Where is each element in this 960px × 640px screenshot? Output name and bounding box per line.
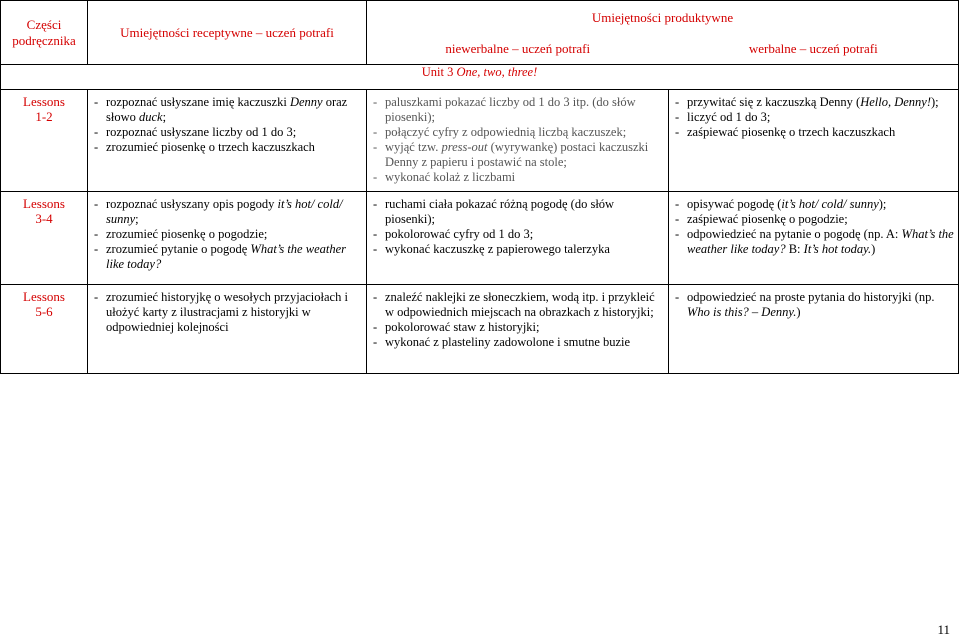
verbal-cell <box>669 285 959 374</box>
list-item: - rozpoznać usłyszane liczby od 1 do 3; <box>94 125 362 140</box>
nonverbal-cell <box>367 90 669 192</box>
nonverbal-cell <box>367 192 669 285</box>
list-item: - opisywać pogodę (it’s hot/ cold/ sunny); <box>675 197 954 212</box>
header-nonverbal: niewerbalne – uczeń potrafi <box>367 35 669 65</box>
list-item: - odpowiedzieć na pytanie o pogodę (np. A: What’s the weather like today? B: It’s hot today.) <box>675 227 954 257</box>
verbal-cell <box>669 192 959 285</box>
list-item: - wykonać z plasteliny zadowolone i smutne buzie <box>373 335 664 350</box>
list-item: - zaśpiewać piosenkę o trzech kaczuszkach <box>675 125 954 140</box>
unit-title: Unit 3 One, two, three! <box>1 65 959 90</box>
nonverbal-cell <box>367 285 669 374</box>
list-item: - zrozumieć piosenkę o trzech kaczuszkach <box>94 140 362 155</box>
receptive-cell <box>88 90 367 192</box>
header-parts: Części podręcznika <box>1 1 88 65</box>
list-item: - zaśpiewać piosenkę o pogodzie; <box>675 212 954 227</box>
header-productive: Umiejętności produktywne <box>367 1 959 35</box>
list-item: - pokolorować cyfry od 1 do 3; <box>373 227 664 242</box>
list-item: - wykonać kolaż z liczbami <box>373 170 664 185</box>
list-item: - zrozumieć piosenkę o pogodzie; <box>94 227 362 242</box>
verbal-cell <box>669 90 959 192</box>
list-item: - odpowiedzieć na proste pytania do historyjki (np. Who is this? – Denny.) <box>675 290 954 320</box>
list-item: - rozpoznać usłyszane imię kaczuszki Denny oraz słowo duck; <box>94 95 362 125</box>
header-receptive: Umiejętności receptywne – uczeń potrafi <box>88 1 367 65</box>
list-item: - wyjąć tzw. press-out (wyrywankę) postaci kaczuszki Denny z papieru i postawić na stole; <box>373 140 664 170</box>
receptive-cell <box>88 192 367 285</box>
list-item: - wykonać kaczuszkę z papierowego talerzyka <box>373 242 664 257</box>
lesson-label: Lessons 5-6 <box>1 285 88 374</box>
list-item: - połączyć cyfry z odpowiednią liczbą kaczuszek; <box>373 125 664 140</box>
lesson-label: Lessons 3-4 <box>1 192 88 285</box>
list-item: - rozpoznać usłyszany opis pogody it’s hot/ cold/ sunny; <box>94 197 362 227</box>
lesson-label: Lessons 1-2 <box>1 90 88 192</box>
list-item: - przywitać się z kaczuszką Denny (Hello, Denny!); <box>675 95 954 110</box>
list-item: - pokolorować staw z historyjki; <box>373 320 664 335</box>
list-item: - znaleźć naklejki ze słoneczkiem, wodą itp. i przykleić w odpowiednich miejscach na obrazkach z historyjki; <box>373 290 664 320</box>
page-number: 11 <box>937 622 950 637</box>
list-item: - zrozumieć pytanie o pogodę What’s the weather like today? <box>94 242 362 272</box>
header-verbal: werbalne – uczeń potrafi <box>669 35 959 65</box>
list-item: - zrozumieć historyjkę o wesołych przyjaciołach i ułożyć karty z ilustracjami z historyjki w odpowiedniej kolejności <box>94 290 362 335</box>
receptive-cell <box>88 285 367 374</box>
list-item: - ruchami ciała pokazać różną pogodę (do słów piosenki); <box>373 197 664 227</box>
list-item: - paluszkami pokazać liczby od 1 do 3 itp. (do słów piosenki); <box>373 95 664 125</box>
list-item: - liczyć od 1 do 3; <box>675 110 954 125</box>
